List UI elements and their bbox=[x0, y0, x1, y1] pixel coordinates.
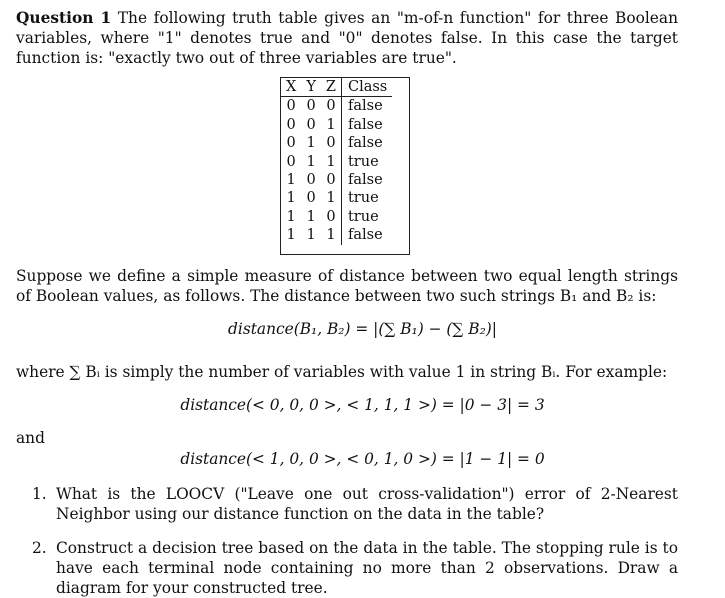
cell-class: false bbox=[341, 116, 392, 134]
cell-class: true bbox=[341, 208, 392, 226]
table-row bbox=[281, 171, 392, 189]
header-y: Y bbox=[301, 78, 321, 97]
cell: 0 bbox=[306, 98, 316, 115]
where-text: where ∑ Bᵢ is simply the number of variables with value 1 in string Bᵢ. For example: bbox=[16, 363, 668, 381]
cell: 1 bbox=[286, 172, 296, 189]
cell: 1 bbox=[306, 153, 316, 170]
cell: 1 bbox=[286, 227, 296, 244]
list-item-question-2 bbox=[32, 538, 678, 598]
table-row bbox=[281, 134, 392, 152]
cell: 0 bbox=[306, 172, 316, 189]
list-item-text: Construct a decision tree based on the data in the table. The stopping rule is to have each terminal node containing no more than 2 observations. Draw a diagram for your constructed tree. bbox=[56, 539, 678, 597]
truth-table bbox=[281, 78, 392, 245]
distance-formula: distance(B₁, B₂) = |(∑ B₁) − (∑ B₂)| bbox=[228, 320, 497, 338]
question-intro bbox=[16, 8, 678, 68]
list-item-text: What is the LOOCV ("Leave one out cross-validation") error of 2-Nearest Neighbor using our distance function on the data in the table? bbox=[56, 485, 678, 523]
cell: 1 bbox=[326, 153, 336, 170]
cell-class: false bbox=[341, 171, 392, 189]
cell: 0 bbox=[326, 208, 336, 225]
cell: 1 bbox=[326, 227, 336, 244]
cell: 0 bbox=[326, 98, 336, 115]
cell: 1 bbox=[306, 208, 316, 225]
table-row bbox=[281, 189, 392, 207]
header-class: Class bbox=[341, 78, 392, 97]
table-row bbox=[281, 97, 392, 116]
cell: 0 bbox=[326, 172, 336, 189]
cell-class: false bbox=[341, 134, 392, 152]
cell: 0 bbox=[286, 116, 296, 133]
cell: 1 bbox=[306, 227, 316, 244]
cell: 0 bbox=[306, 116, 316, 133]
distance-intro: Suppose we define a simple measure of distance between two equal length strings of Boolean values, as follows. The distance between two such strings B₁ and B₂ is: bbox=[16, 267, 678, 305]
cell: 0 bbox=[326, 135, 336, 152]
cell-class: false bbox=[341, 226, 392, 244]
truth-table-header bbox=[281, 78, 392, 97]
cell: 0 bbox=[286, 135, 296, 152]
and-label: and bbox=[16, 429, 45, 447]
list-item-question-1 bbox=[32, 484, 678, 524]
cell: 0 bbox=[286, 153, 296, 170]
cell-class: true bbox=[341, 189, 392, 207]
cell: 1 bbox=[306, 135, 316, 152]
header-z: Z bbox=[321, 78, 342, 97]
table-row bbox=[281, 226, 392, 244]
table-row bbox=[281, 153, 392, 171]
table-row bbox=[281, 116, 392, 134]
cell-class: true bbox=[341, 153, 392, 171]
cell-class: false bbox=[341, 97, 392, 116]
cell: 1 bbox=[286, 190, 296, 207]
cell: 1 bbox=[326, 116, 336, 133]
example-1: distance(< 0, 0, 0 >, < 1, 1, 1 >) = |0 − 3| = 3 bbox=[180, 396, 545, 414]
cell: 1 bbox=[286, 208, 296, 225]
example-2: distance(< 1, 0, 0 >, < 0, 1, 0 >) = |1 − 1| = 0 bbox=[180, 450, 545, 468]
cell: 0 bbox=[306, 190, 316, 207]
question-intro-text: The following truth table gives an "m-of-n function" for three Boolean variables, where "1" denotes true and "0" denotes false. In this case the target function is: "exactly two out of three variables are true". bbox=[16, 9, 678, 67]
table-row bbox=[281, 208, 392, 226]
cell: 1 bbox=[326, 190, 336, 207]
header-x: X bbox=[281, 78, 301, 97]
list-number: 2. bbox=[32, 539, 47, 557]
question-label: Question 1 bbox=[16, 9, 112, 27]
list-number: 1. bbox=[32, 485, 47, 503]
cell: 0 bbox=[286, 98, 296, 115]
